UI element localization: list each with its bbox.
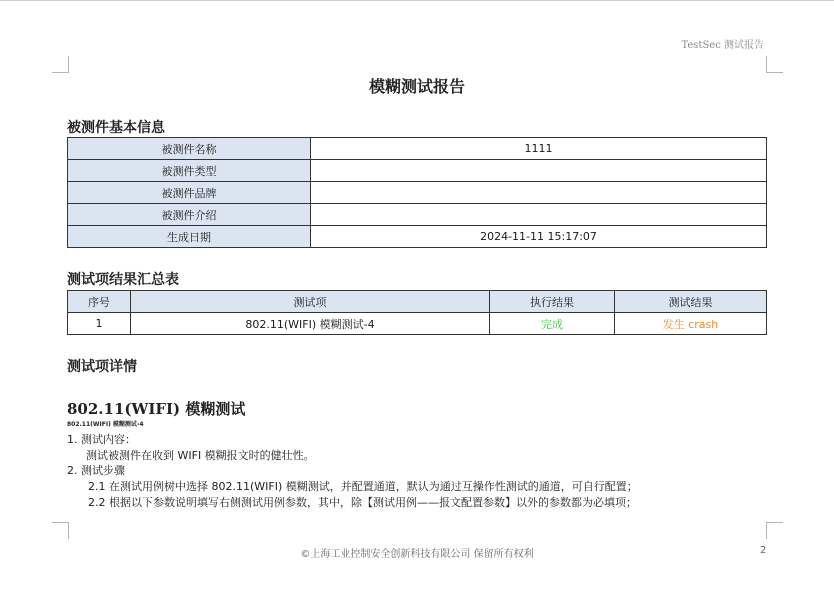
table-row <box>68 138 767 160</box>
step-item: 2.2 根据以下参数说明填写右侧测试用例参数，其中，除【测试用例——报文配置参数】以外的参数都为必填项； <box>88 496 637 509</box>
step-item: 2.1 在测试用例树中选择 802.11(WIFI) 模糊测试，并配置通道，默认为通过互操作性测试的通道，可自行配置； <box>88 480 638 493</box>
details-heading: 802.11(WIFI) 模糊测试 <box>67 400 246 418</box>
crop-mark-bottom-right <box>766 522 783 539</box>
dut-value <box>311 160 767 182</box>
column-header-test-result: 测试结果 <box>615 291 767 313</box>
dut-label: 被测件名称 <box>68 138 311 160</box>
dut-value <box>311 182 767 204</box>
footer-copyright: ©上海工业控制安全创新科技有限公司 保留所有权利 <box>300 549 534 560</box>
dut-value: 1111 <box>311 138 767 160</box>
column-header-item: 测试项 <box>131 291 490 313</box>
dut-value: 2024-11-11 15:17:07 <box>311 226 767 248</box>
table-row <box>68 204 767 226</box>
dut-label: 被测件类型 <box>68 160 311 182</box>
header-brand: TestSec 测试报告 <box>681 40 764 51</box>
exec-result-status: 完成 <box>490 313 615 335</box>
content-title: 1. 测试内容： <box>67 433 136 446</box>
dut-info-table <box>67 137 767 248</box>
row-index: 1 <box>68 313 131 335</box>
table-row <box>68 160 767 182</box>
column-header-exec-result: 执行结果 <box>490 291 615 313</box>
dut-label: 生成日期 <box>68 226 311 248</box>
summary-section-title: 测试项结果汇总表 <box>67 272 179 288</box>
table-row <box>68 226 767 248</box>
dut-section-title: 被测件基本信息 <box>67 120 165 136</box>
details-sub-label: 802.11(WIFI) 模糊测试-4 <box>67 421 144 428</box>
table-header-row <box>68 291 767 313</box>
crop-mark-bottom-left <box>52 522 69 539</box>
test-result-status: 发生 crash <box>615 313 767 335</box>
steps-title: 2. 测试步骤 <box>67 464 125 477</box>
column-header-index: 序号 <box>68 291 131 313</box>
details-section-title: 测试项详情 <box>67 359 137 375</box>
crop-mark-top-right <box>766 56 783 73</box>
document-title: 模糊测试报告 <box>368 77 465 96</box>
summary-table <box>67 290 767 335</box>
crop-mark-top-left <box>52 56 69 73</box>
page-number: 2 <box>760 545 767 556</box>
row-item: 802.11(WIFI) 模糊测试-4 <box>131 313 490 335</box>
dut-label: 被测件品牌 <box>68 182 311 204</box>
dut-label: 被测件介绍 <box>68 204 311 226</box>
table-row <box>68 313 767 335</box>
page-top-border <box>0 0 834 1</box>
table-row <box>68 182 767 204</box>
content-text: 测试被测件在收到 WIFI 模糊报文时的健壮性。 <box>86 449 315 462</box>
dut-value <box>311 204 767 226</box>
